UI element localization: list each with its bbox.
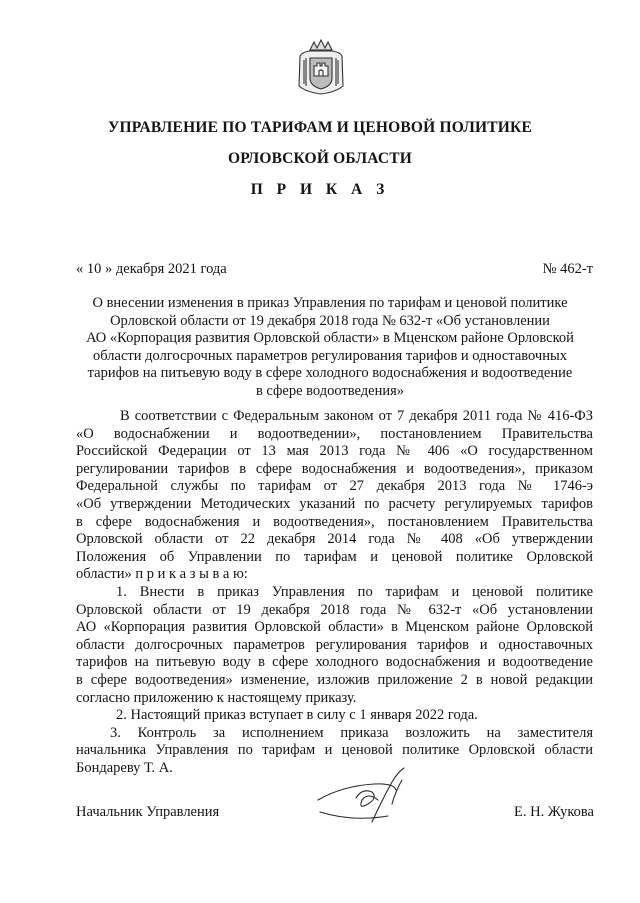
handwritten-signature [312,760,432,830]
body-line: области долгосрочных параметров регулирования тарифов и одноставочных [76,636,593,653]
body-line: в сфере водоснабжения и водоотведения», постановлением Правительства [76,513,593,530]
body-line: В соответствии с Федеральным законом от 7 декабря 2011 года № 416-ФЗ [120,408,593,424]
order-date: « 10 » декабря 2021 года [76,261,227,277]
document-type-title: П Р И К А З [250,181,390,198]
body-line-clause-1: 1. Внести в приказ Управления по тарифам и ценовой политике [116,583,593,600]
body-line: Положения об Управлении по тарифам и ценовой политике Орловской [76,548,593,565]
body-line: регулировании тарифов в сфере водоснабжения и водоотведения», приказом [76,460,593,477]
coat-of-arms-emblem [296,38,346,96]
body-line-clause-2: 2. Настоящий приказ вступает в силу с 1 января 2022 года. [116,707,478,724]
subject-line: АО «Корпорация развития Орловской области» в Мценском районе Орловской [86,330,574,346]
order-body [76,408,593,777]
signatory-title: Начальник Управления [76,804,220,820]
body-line: Орловской области от 22 декабря 2014 года № 408 «Об утверждении [76,531,593,548]
body-line: Орловской области от 19 декабря 2018 года № 632-т «Об установлении [76,601,593,618]
organization-name-line-1: УПРАВЛЕНИЕ ПО ТАРИФАМ И ЦЕНОВОЙ ПОЛИТИКЕ [107,119,533,136]
body-line: Бондареву Т. А. [76,759,173,776]
body-line-clause-3: 3. Контроль за исполнением приказа возложить на заместителя [110,724,593,741]
signatory-name: Е. Н. Жукова [513,804,594,820]
subject-line: области долгосрочных параметров регулирования тарифов и одноставочных [93,347,567,364]
subject-line: Орловской области от 19 декабря 2018 года № 632-т «Об установлении [110,312,550,329]
subject-line: тарифов на питьевую воду в сфере холодного водоснабжения и водоотведение [87,365,573,381]
order-number: № 462-т [542,261,593,277]
body-line: Федеральной службы по тарифам от 27 декабря 2013 года № 1746-э [76,478,593,495]
body-line: Российской Федерации от 13 мая 2013 года № 406 «О государственном [76,443,593,460]
body-line: АО «Корпорация развития Орловской области» в Мценском районе Орловской [76,619,593,636]
body-line: в сфере водоотведения» изменение, изложив приложение 2 в новой редакции [76,671,593,688]
order-subject [72,295,588,400]
subject-line: О внесении изменения в приказ Управления по тарифам и ценовой политике [92,295,568,311]
organization-name-line-2: ОРЛОВСКОЙ ОБЛАСТИ [227,150,413,167]
body-line: начальника Управления по тарифам и ценовой политике Орловской области [76,742,593,759]
body-line: тарифов на питьевую воду в сфере холодного водоснабжения и водоотведение [76,654,593,671]
body-line: согласно приложению к настоящему приказу. [76,689,357,706]
subject-line: в сфере водоотведения» [255,382,405,399]
body-line: области» п р и к а з ы в а ю: [76,566,248,583]
body-line: «Об утверждении Методических указаний по расчету регулируемых тарифов [76,495,593,512]
body-line: «О водоснабжении и водоотведении», постановлением Правительства [76,425,593,442]
